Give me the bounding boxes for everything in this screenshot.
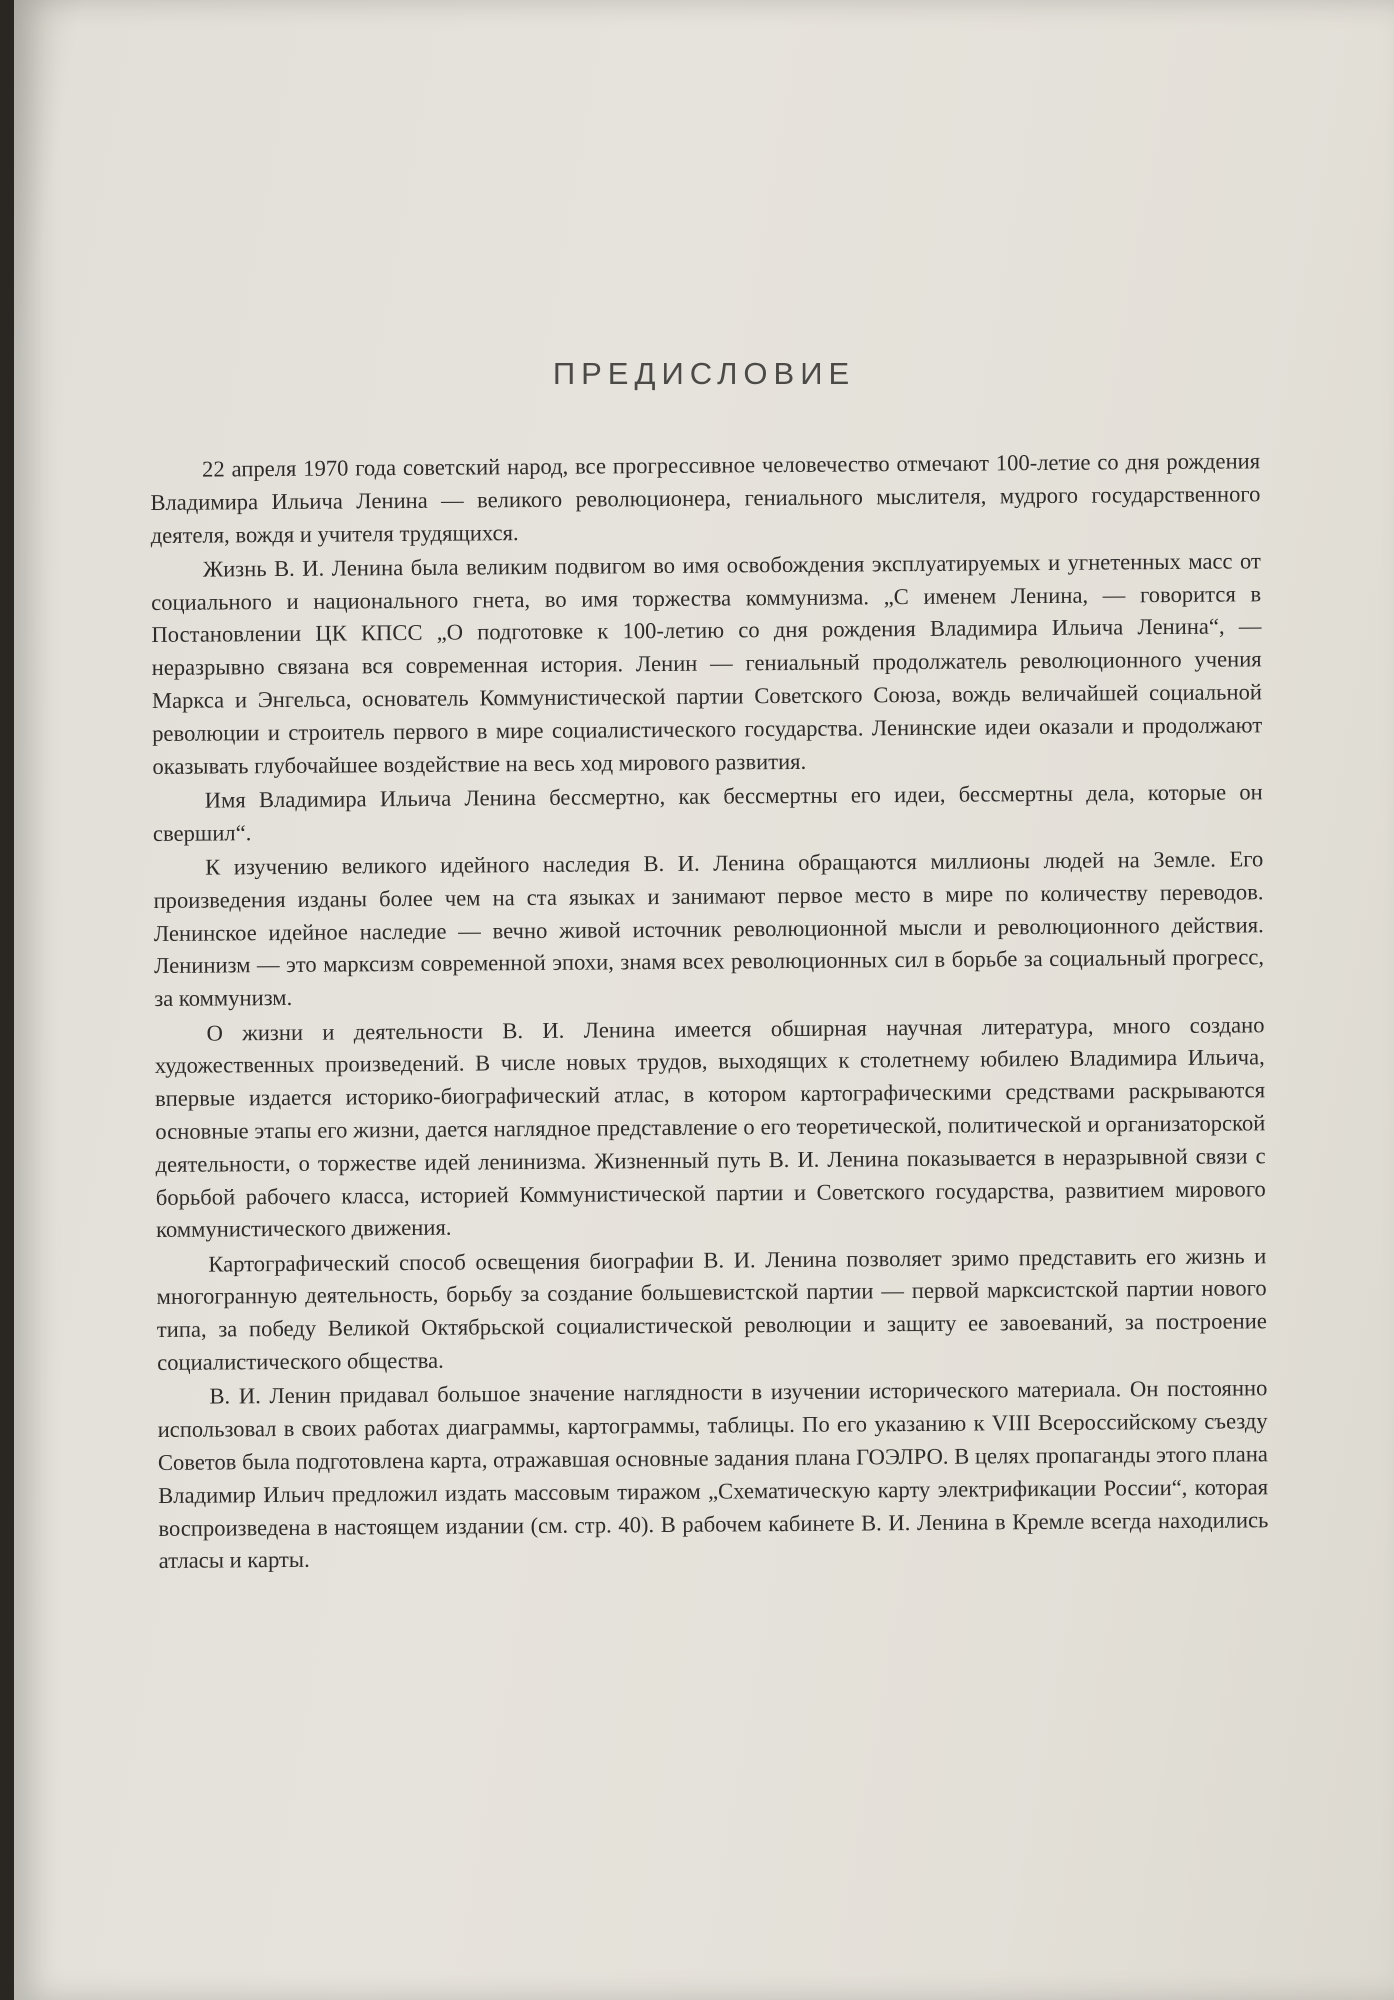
paragraph-1: 22 апреля 1970 года советский народ, все прогрессивное человечество отмечают 100-летие со дня рождения Владимира Ильича Ленина — великого революционера, гениального мыслителя, мудрого государственного деятеля, вождя и учителя трудящихся. [150, 448, 1261, 548]
paragraph-3: Имя Владимира Ильича Ленина бессмертно, как бессмертны его идеи, бессмертны дела, которые он свершил“. [152, 779, 1263, 846]
book-page [14, 0, 1394, 2000]
page-title: ПРЕДИСЛОВИЕ [552, 356, 856, 391]
preface-body [150, 445, 1269, 1578]
paragraph-6: Картографический способ освещения биографии В. И. Ленина позволяет зримо представить его жизнь и многогранную деятельность, борьбу за создание большевистской партии — первой марксистской партии нового типа, за победу Великой Октябрьской социалистической революции и защиту ее завоеваний, за построение социалистического общества. [156, 1242, 1267, 1375]
paragraph-5: О жизни и деятельности В. И. Ленина имеется обширная научная литература, много создано художественных произведений. В числе новых трудов, выходящих к столетнему юбилею Владимира Ильича, впервые издается историко-биографический атлас, в котором картографическими средствами раскрываются основные этапы его жизни, дается наглядное представление о его теоретической, политической и организаторской деятельности, о торжестве идей ленинизма. Жизненный путь В. И. Ленина показывается в неразрывной связи с борьбой рабочего класса, историей Коммунистической партии и Советского государства, развитием мирового коммунистического движения. [154, 1011, 1266, 1243]
paragraph-4: К изучению великого идейного наследия В. И. Ленина обращаются миллионы людей на Земле. Его произведения изданы более чем на ста языках и занимают первое место в мире по количеству переводов. Ленинское идейное наследие — вечно живой источник революционной мысли и революционного действия. Ленинизм — это марксизм современной эпохи, знамя всех революционных сил в борьбе за социальный прогресс, за коммунизм. [153, 846, 1265, 1012]
paragraph-7: В. И. Ленин придавал большое значение наглядности в изучении исторического материала. Он постоянно использовал в своих работах диаграммы, картограммы, таблицы. По его указанию к VIII Всероссийскому съезду Советов была подготовлена карта, отражавшая основные задания плана ГОЭЛРО. В целях пропаганды этого плана Владимир Ильич предложил издать массовым тиражом „Схематическую карту электрификации России“, которая воспроизведена в настоящем издании (см. стр. 40). В рабочем кабинете В. И. Ленина в Кремле всегда находились атласы и карты. [157, 1375, 1269, 1574]
paragraph-2: Жизнь В. И. Ленина была великим подвигом во имя освобождения эксплуатируемых и угнетенных масс от социального и национального гнета, во имя торжества коммунизма. „С именем Ленина, — говорится в Постановлении ЦК КПСС „О подготовке к 100-летию со дня рождения Владимира Ильича Ленина“, — неразрывно связана вся современная история. Ленин — гениальный продолжатель революционного учения Маркса и Энгельса, основатель Коммунистической партии Советского Союза, вождь величайшей социальной революции и строитель первого в мире социалистического государства. Ленинские идеи оказали и продолжают оказывать глубочайшее воздействие на весь ход мирового развития. [151, 548, 1263, 779]
